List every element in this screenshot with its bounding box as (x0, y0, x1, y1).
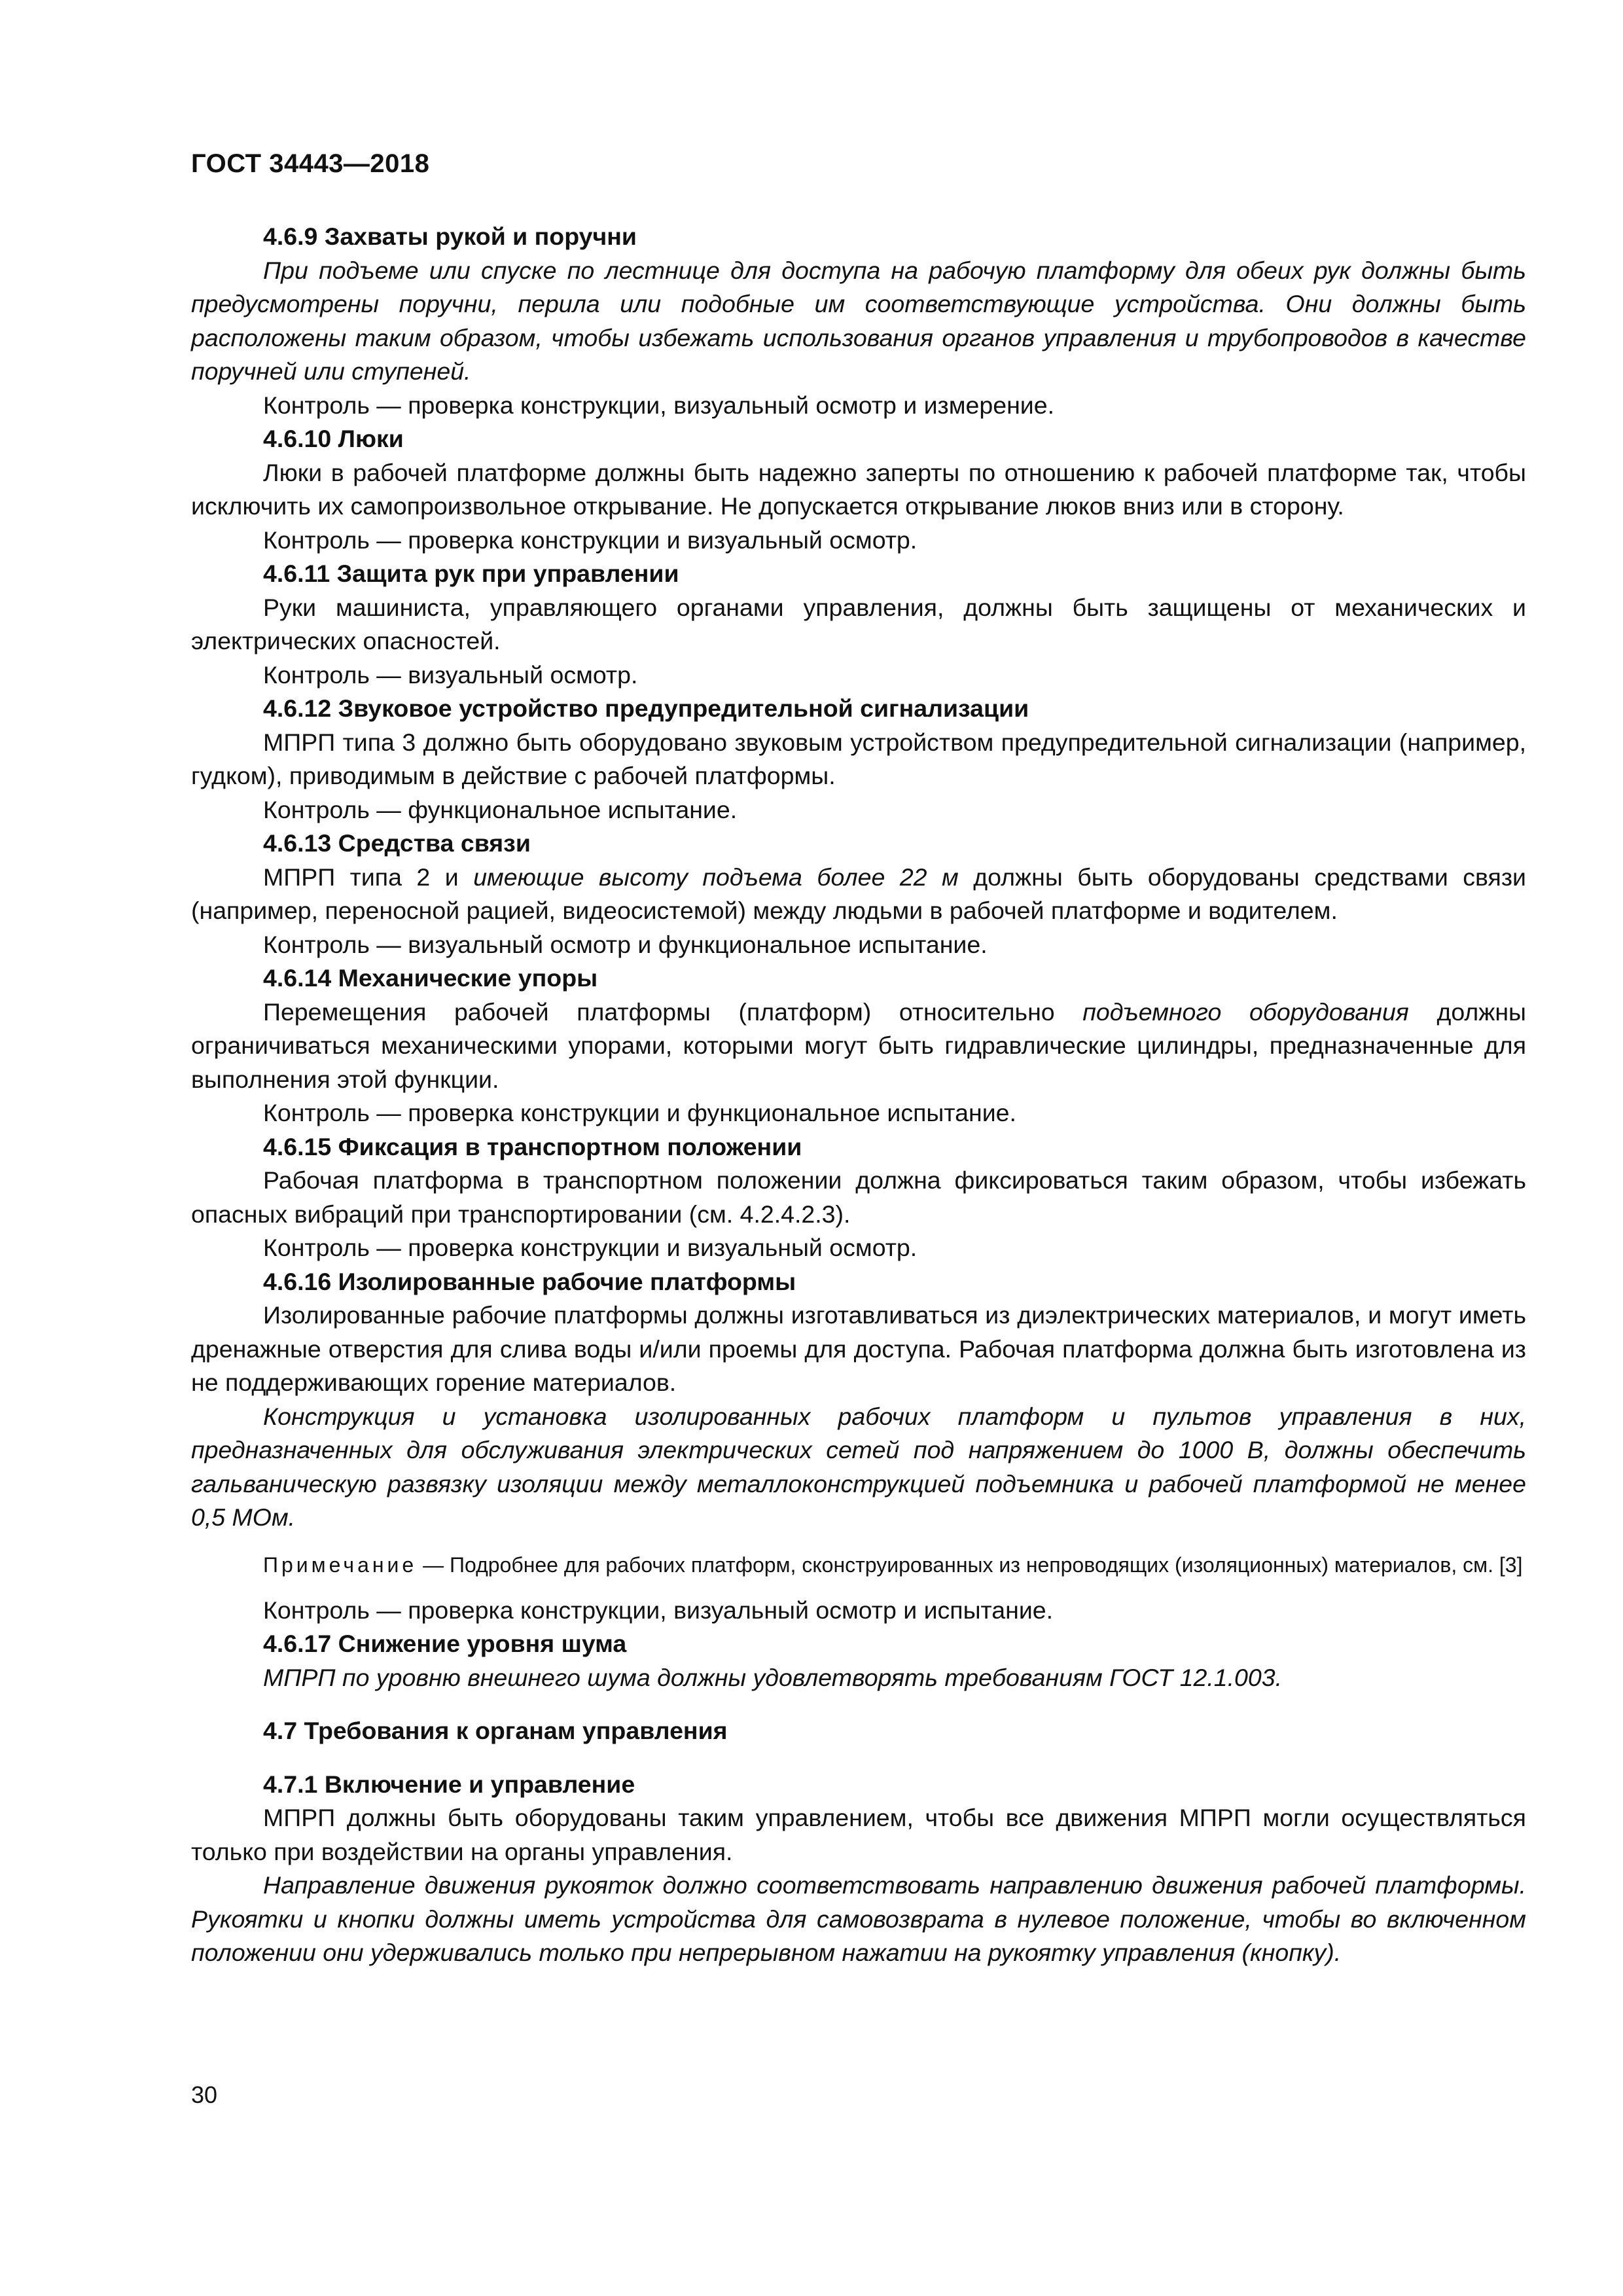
text-run: должны ограничиваться механическими упорами, которыми могут быть гидравлические цилиндры, предназначенные для выполнения этой функции. (191, 997, 1526, 1093)
section-4-6-12-title: 4.6.12 Звуковое устройство предупредительной сигнализации (263, 694, 1029, 722)
section-4-6-10-text: Люки в рабочей платформе должны быть надежно заперты по отношению к рабочей платформе так, чтобы исключить их самопроизвольное открывание. Не допускается открывание люков вниз или в сторону. (191, 458, 1526, 520)
document-header: ГОСТ 34443—2018 (191, 149, 430, 178)
section-4-6-11-control: Контроль — визуальный осмотр. (263, 660, 638, 689)
section-4-6-9-control: Контроль — проверка конструкции, визуальный осмотр и измерение. (263, 391, 1055, 419)
section-4-6-16-control: Контроль — проверка конструкции, визуальный осмотр и испытание. (263, 1596, 1054, 1624)
text-run: должны быть оборудованы средствами связи (например, переносной рацией, видеосистемой) между людьми в рабочей платформе и водителем. (191, 863, 1526, 924)
section-4-6-17-text: МПРП по уровню внешнего шума должны удовлетворять требованиям ГОСТ 12.1.003. (263, 1663, 1283, 1691)
section-4-6-10-title: 4.6.10 Люки (263, 425, 404, 452)
section-4-7-1-text: МПРП должны быть оборудованы таким управлением, чтобы все движения МПРП могли осуществляться только при воздействии на органы управления. (191, 1804, 1526, 1865)
section-4-6-13-title: 4.6.13 Средства связи (263, 829, 531, 857)
note-label: Примечание (263, 1552, 418, 1577)
note-text: — Подробнее для рабочих платформ, сконструированных из непроводящих (изоляционных) материалов, см. [3] (417, 1552, 1523, 1577)
section-4-6-12-text: МПРП типа 3 должно быть оборудовано звуковым устройством предупредительной сигнализации (например, гудком), приводимым в действие с рабочей платформы. (191, 728, 1526, 789)
section-4-6-9-text: При подъеме или спуске по лестнице для доступа на рабочую платформу для обеих рук должны быть предусмотрены поручни, перила или подобные им соответствующие устройства. Они должны быть расположены таким образом, чтобы избежать использования органов управления и трубопроводов в качестве поручней или ступеней. (191, 256, 1526, 385)
section-4-7-1-title: 4.7.1 Включение и управление (263, 1770, 635, 1798)
section-4-6-17-title: 4.6.17 Снижение уровня шума (263, 1630, 627, 1657)
section-4-6-13-text (191, 861, 1526, 928)
section-4-6-14-title: 4.6.14 Механические упоры (263, 964, 598, 992)
section-4-6-14-text (191, 996, 1526, 1097)
section-4-6-15-text: Рабочая платформа в транспортном положении должна фиксироваться таким образом, чтобы избежать опасных вибраций при транспортировании (см. 4.2.4.2.3). (191, 1166, 1526, 1228)
section-4-6-16-note (191, 1549, 1526, 1581)
section-4-7-1-text-italic: Направление движения рукояток должно соответствовать направлению движения рабочей платформы. Рукоятки и кнопки должны иметь устройства для самовозврата в нулевое положение, чтобы во включенном положении они удерживались только при непрерывном нажатии на рукоятку управления (кнопку). (191, 1871, 1526, 1966)
section-4-6-11-text: Руки машиниста, управляющего органами управления, должны быть защищены от механических и электрических опасностей. (191, 593, 1526, 655)
text-run: МПРП типа 2 и (263, 863, 474, 891)
section-4-6-10-control: Контроль — проверка конструкции и визуальный осмотр. (263, 526, 918, 554)
page-number: 30 (191, 2081, 218, 2108)
section-4-6-12-control: Контроль — функциональное испытание. (263, 795, 738, 823)
text-run-italic: имеющие высоту подъема более 22 м (473, 863, 959, 891)
section-4-6-16-title: 4.6.16 Изолированные рабочие платформы (263, 1267, 796, 1295)
section-4-6-16-text: Изолированные рабочие платформы должны изготавливаться из диэлектрических материалов, и могут иметь дренажные отверстия для слива воды и/или проемы для доступа. Рабочая платформа должна быть изготовлена из не поддерживающих горение материалов. (191, 1301, 1526, 1396)
section-4-6-13-control: Контроль — визуальный осмотр и функциональное испытание. (263, 930, 988, 958)
section-4-6-15-title: 4.6.15 Фиксация в транспортном положении (263, 1132, 802, 1160)
section-4-6-11-title: 4.6.11 Защита рук при управлении (263, 560, 679, 587)
section-4-6-14-control: Контроль — проверка конструкции и функциональное испытание. (263, 1099, 1016, 1126)
section-4-6-9-title: 4.6.9 Захваты рукой и поручни (263, 223, 637, 250)
text-run-italic: подъемного оборудования (1082, 997, 1409, 1026)
section-4-6-16-text-italic: Конструкция и установка изолированных рабочих платформ и пультов управления в них, предназначенных для обслуживания электрических сетей под напряжением до 1000 В, должны обеспечить гальваническую развязку изоляции между металлоконструкцией подъемника и рабочей платформой не менее 0,5 МОм. (191, 1402, 1526, 1531)
section-4-6-15-control: Контроль — проверка конструкции и визуальный осмотр. (263, 1234, 918, 1261)
section-4-7-title: 4.7 Требования к органам управления (263, 1717, 728, 1744)
text-run: Перемещения рабочей платформы (платформ) относительно (263, 997, 1083, 1026)
document-body (191, 220, 1526, 1970)
